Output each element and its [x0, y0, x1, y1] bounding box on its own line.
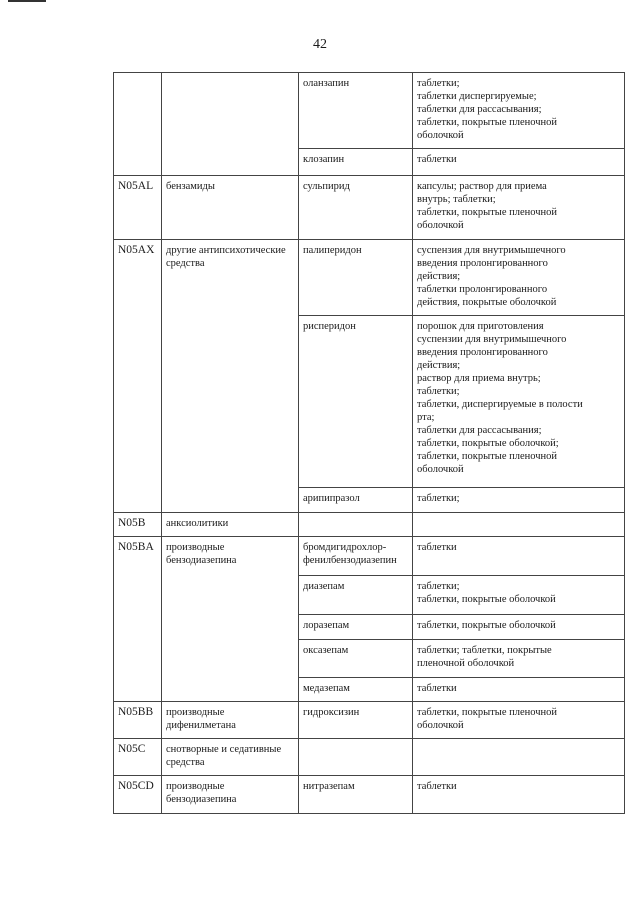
drug-name-cell: оланзапин	[299, 73, 413, 149]
dosage-form-line: раствор для приема внутрь;	[417, 373, 541, 384]
dosage-form-line: таблетки; таблетки, покрытые	[417, 645, 552, 656]
dosage-form-line: таблетки	[417, 542, 457, 553]
drug-name-cell: палиперидон	[299, 240, 413, 316]
table-row	[114, 513, 625, 537]
dosage-form-line: порошок для приготовления	[417, 321, 544, 332]
dosage-form-line: оболочкой	[417, 464, 464, 475]
dosage-form-line: капсулы; раствор для приема	[417, 181, 547, 192]
dosage-form-line: таблетки;	[417, 493, 460, 504]
dosage-forms-cell	[413, 316, 625, 488]
dosage-form-line: таблетки;	[417, 78, 460, 89]
atc-code-cell: N05AX	[114, 240, 162, 513]
drug-name-cell: арипипразол	[299, 488, 413, 513]
dosage-form-line: таблетки, покрытые пленочной	[417, 207, 558, 218]
dosage-forms-cell	[413, 488, 625, 513]
table-row	[114, 739, 625, 776]
table-row	[114, 702, 625, 739]
dosage-forms-cell	[413, 615, 625, 640]
drug-name-cell: медазепам	[299, 678, 413, 702]
atc-code-cell: N05B	[114, 513, 162, 537]
table-row	[114, 240, 625, 316]
dosage-forms-cell	[413, 739, 625, 776]
dosage-form-line: оболочкой	[417, 220, 464, 231]
dosage-form-line: пленочной оболочкой	[417, 658, 515, 669]
atc-code-cell: N05C	[114, 739, 162, 776]
dosage-form-line: таблетки;	[417, 581, 460, 592]
table-row	[114, 176, 625, 240]
table-row	[114, 537, 625, 576]
group-cell: производные бензодиазепина	[162, 537, 299, 702]
dosage-form-line: таблетки диспергируемые;	[417, 91, 537, 102]
dosage-forms-cell	[413, 576, 625, 615]
group-cell: другие антипсихотические средства	[162, 240, 299, 513]
dosage-form-line: действия;	[417, 360, 461, 371]
drug-name-cell: бромдигидрохлор-фенилбензодиазепин	[299, 537, 413, 576]
dosage-forms-cell	[413, 776, 625, 814]
dosage-form-line: таблетки, покрытые оболочкой	[417, 620, 556, 631]
dosage-forms-cell	[413, 73, 625, 149]
drug-name-cell	[299, 739, 413, 776]
drug-name-cell: сульпирид	[299, 176, 413, 240]
drug-name-cell: лоразепам	[299, 615, 413, 640]
dosage-form-line: таблетки, покрытые оболочкой	[417, 594, 556, 605]
atc-code-cell	[114, 73, 162, 176]
dosage-form-line: действия;	[417, 271, 461, 282]
group-cell: снотворные и седативные средства	[162, 739, 299, 776]
corner-mark	[8, 0, 46, 2]
atc-code-cell: N05BA	[114, 537, 162, 702]
dosage-form-line: таблетки, диспергируемые в полости	[417, 399, 583, 410]
dosage-form-line: таблетки пролонгированного	[417, 284, 548, 295]
drug-name-cell: нитразепам	[299, 776, 413, 814]
atc-code-cell: N05CD	[114, 776, 162, 814]
drug-name-cell: клозапин	[299, 149, 413, 176]
dosage-form-line: таблетки, покрытые пленочной	[417, 707, 558, 718]
page-number: 42	[313, 37, 327, 52]
dosage-forms-cell	[413, 702, 625, 739]
dosage-form-line: введения пролонгированного	[417, 347, 548, 358]
dosage-form-line: таблетки, покрытые оболочкой;	[417, 438, 559, 449]
table-row	[114, 73, 625, 149]
table-row	[114, 776, 625, 814]
dosage-form-line: внутрь; таблетки;	[417, 194, 496, 205]
dosage-form-line: таблетки;	[417, 386, 460, 397]
dosage-form-line: оболочкой	[417, 720, 464, 731]
dosage-form-line: таблетки	[417, 154, 457, 165]
drug-name-cell: рисперидон	[299, 316, 413, 488]
drug-table-body	[114, 73, 625, 814]
dosage-form-line: таблетки	[417, 683, 457, 694]
dosage-forms-cell	[413, 176, 625, 240]
dosage-forms-cell	[413, 240, 625, 316]
drug-table	[113, 72, 625, 814]
drug-name-cell	[299, 513, 413, 537]
dosage-form-line: суспензии для внутримышечного	[417, 334, 567, 345]
dosage-form-line: введения пролонгированного	[417, 258, 548, 269]
drug-name-cell: гидроксизин	[299, 702, 413, 739]
group-cell: производные дифенилметана	[162, 702, 299, 739]
group-cell: анксиолитики	[162, 513, 299, 537]
dosage-form-line: таблетки, покрытые пленочной	[417, 451, 558, 462]
dosage-form-line: рта;	[417, 412, 435, 423]
atc-code-cell: N05AL	[114, 176, 162, 240]
dosage-form-line: действия, покрытые оболочкой	[417, 297, 557, 308]
dosage-forms-cell	[413, 640, 625, 678]
dosage-forms-cell	[413, 513, 625, 537]
atc-code-cell: N05BB	[114, 702, 162, 739]
drug-name-cell: диазепам	[299, 576, 413, 615]
dosage-forms-cell	[413, 537, 625, 576]
dosage-form-line: суспензия для внутримышечного	[417, 245, 566, 256]
dosage-forms-cell	[413, 678, 625, 702]
dosage-form-line: оболочкой	[417, 130, 464, 141]
group-cell: производные бензодиазепина	[162, 776, 299, 814]
group-cell	[162, 73, 299, 176]
dosage-form-line: таблетки для рассасывания;	[417, 104, 542, 115]
drug-name-cell: оксазепам	[299, 640, 413, 678]
dosage-forms-cell	[413, 149, 625, 176]
dosage-form-line: таблетки, покрытые пленочной	[417, 117, 558, 128]
dosage-form-line: таблетки для рассасывания;	[417, 425, 542, 436]
group-cell: бензамиды	[162, 176, 299, 240]
dosage-form-line: таблетки	[417, 781, 457, 792]
